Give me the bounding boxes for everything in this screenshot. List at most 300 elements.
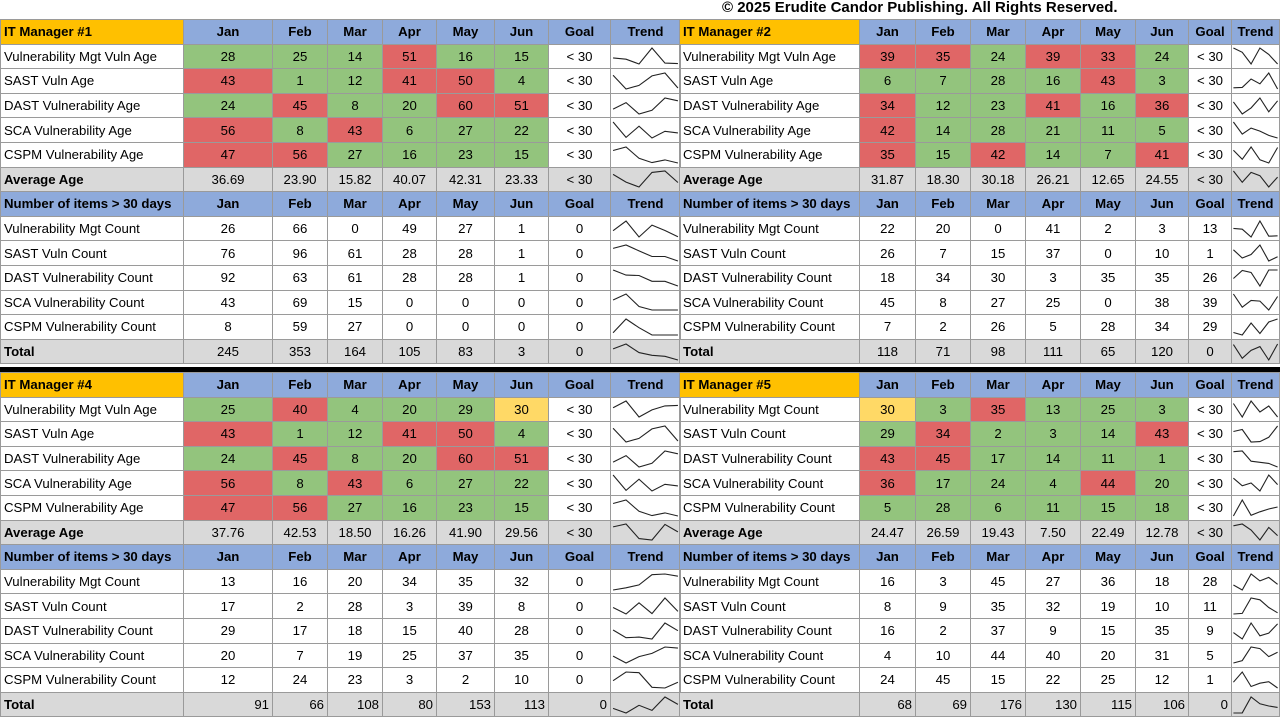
month-header: Jan	[860, 545, 916, 570]
trend-sparkline	[1232, 242, 1279, 264]
metric-value: 27	[328, 315, 383, 340]
metric-value: 16	[273, 569, 328, 594]
metric-value: 7	[1081, 142, 1136, 167]
metric-label: SAST Vuln Count	[1, 594, 184, 619]
metric-value: 4	[328, 397, 383, 422]
metric-value: 20	[383, 397, 437, 422]
metric-label: SAST Vuln Count	[680, 241, 860, 266]
table-row	[1, 216, 681, 241]
table-row	[680, 118, 1280, 143]
goal-value: 5	[1189, 643, 1232, 668]
metric-value: 28	[437, 265, 495, 290]
table-row	[680, 618, 1280, 643]
summary-value: 24.47	[860, 520, 916, 545]
table-row	[680, 93, 1280, 118]
metric-value: 16	[437, 44, 495, 69]
trend-line	[613, 524, 678, 540]
metric-value: 14	[328, 44, 383, 69]
table-row	[1, 495, 681, 520]
table-row	[680, 569, 1280, 594]
trend-line	[613, 171, 678, 187]
metric-label: SCA Vulnerability Count	[1, 290, 184, 315]
table-row	[1, 594, 681, 619]
metric-value: 45	[916, 446, 971, 471]
summary-value: 29.56	[495, 520, 549, 545]
table-row	[1, 44, 681, 69]
trend-sparkline	[1232, 144, 1279, 166]
metric-value: 10	[1136, 241, 1189, 266]
metric-value: 18	[1136, 569, 1189, 594]
trend-cell	[611, 93, 681, 118]
summary-value: 22.49	[1081, 520, 1136, 545]
metric-value: 8	[328, 93, 383, 118]
goal-value: 9	[1189, 618, 1232, 643]
metric-value: 12	[1136, 668, 1189, 693]
metric-value: 15	[383, 618, 437, 643]
metric-value: 60	[437, 446, 495, 471]
metric-value: 2	[971, 422, 1026, 447]
trend-line	[1233, 426, 1277, 442]
table-row	[680, 69, 1280, 94]
metric-value: 30	[971, 265, 1026, 290]
summary-goal: < 30	[549, 520, 611, 545]
metric-value: 17	[273, 618, 328, 643]
trend-sparkline	[1232, 398, 1279, 420]
copyright-notice: © 2025 Erudite Candor Publishing. All Rights Reserved.	[722, 0, 1118, 16]
metric-value: 12	[916, 93, 971, 118]
metric-value: 27	[437, 118, 495, 143]
summary-value: 16.26	[383, 520, 437, 545]
trend-sparkline	[1232, 694, 1279, 716]
trend-header: Trend	[611, 192, 681, 217]
trend-line	[1233, 344, 1277, 360]
summary-value: 26.21	[1026, 167, 1081, 192]
goal-value: 1	[1189, 668, 1232, 693]
manager-header-row	[680, 20, 1280, 45]
month-header: May	[437, 373, 495, 398]
trend-sparkline	[611, 694, 680, 716]
summary-value: 3	[495, 339, 549, 364]
summary-value: 83	[437, 339, 495, 364]
metric-value: 10	[916, 643, 971, 668]
summary-label: Total	[680, 339, 860, 364]
table-row	[680, 446, 1280, 471]
metric-value: 42	[860, 118, 916, 143]
metric-value: 43	[328, 471, 383, 496]
metric-value: 40	[1026, 643, 1081, 668]
metric-value: 19	[1081, 594, 1136, 619]
trend-line	[1233, 221, 1277, 237]
metric-value: 35	[916, 44, 971, 69]
table-row	[680, 471, 1280, 496]
trend-sparkline	[1232, 595, 1279, 617]
metric-value: 27	[328, 495, 383, 520]
summary-label: Average Age	[680, 520, 860, 545]
metric-value: 0	[437, 315, 495, 340]
goal-value: < 30	[1189, 142, 1232, 167]
metric-value: 24	[273, 668, 328, 693]
trend-line	[1233, 319, 1277, 335]
metric-value: 51	[383, 44, 437, 69]
summary-label: Total	[1, 692, 184, 717]
trend-cell	[611, 668, 681, 693]
trend-line	[1233, 245, 1277, 261]
trend-line	[1233, 623, 1277, 639]
metric-value: 23	[437, 495, 495, 520]
trend-cell	[611, 290, 681, 315]
metric-label: Vulnerability Mgt Vuln Age	[1, 397, 184, 422]
month-header: May	[437, 192, 495, 217]
metric-value: 4	[495, 69, 549, 94]
metric-value: 50	[437, 69, 495, 94]
table-row	[1, 446, 681, 471]
goal-value: 0	[549, 569, 611, 594]
summary-value: 80	[383, 692, 437, 717]
metric-label: DAST Vulnerability Count	[680, 265, 860, 290]
metric-label: CSPM Vulnerability Age	[1, 142, 184, 167]
metric-value: 4	[860, 643, 916, 668]
trend-sparkline	[611, 448, 680, 470]
metric-value: 6	[860, 69, 916, 94]
summary-value: 37.76	[184, 520, 273, 545]
metric-value: 30	[860, 397, 916, 422]
trend-line	[1233, 147, 1277, 163]
manager-title: IT Manager #5	[680, 373, 860, 398]
trend-line	[613, 697, 678, 713]
metric-value: 0	[437, 290, 495, 315]
goal-value: < 30	[549, 446, 611, 471]
manager-header-row	[1, 20, 681, 45]
trend-cell	[1232, 265, 1280, 290]
summary-value: 30.18	[971, 167, 1026, 192]
metric-value: 18	[1136, 495, 1189, 520]
trend-line	[613, 98, 678, 114]
goal-value: < 30	[1189, 118, 1232, 143]
goal-value: 0	[549, 668, 611, 693]
metric-value: 24	[860, 668, 916, 693]
manager-title: IT Manager #4	[1, 373, 184, 398]
average-row	[1, 167, 681, 192]
trend-cell	[1232, 167, 1280, 192]
metric-label: Vulnerability Mgt Count	[680, 216, 860, 241]
trend-header: Trend	[1232, 192, 1280, 217]
goal-value: 0	[549, 241, 611, 266]
table-row	[680, 142, 1280, 167]
trend-sparkline	[611, 45, 680, 67]
count-header-row	[1, 545, 681, 570]
month-header: May	[1081, 373, 1136, 398]
metric-value: 20	[328, 569, 383, 594]
goal-value: < 30	[1189, 93, 1232, 118]
trend-cell	[1232, 44, 1280, 69]
trend-line	[613, 73, 678, 89]
metric-value: 41	[383, 69, 437, 94]
metric-value: 29	[860, 422, 916, 447]
goal-value: < 30	[549, 142, 611, 167]
metric-value: 21	[1026, 118, 1081, 143]
trend-line	[613, 451, 678, 467]
metric-value: 2	[916, 315, 971, 340]
month-header: Jun	[1136, 192, 1189, 217]
goal-value: < 30	[549, 118, 611, 143]
table-row	[680, 495, 1280, 520]
metric-value: 20	[916, 216, 971, 241]
metric-value: 9	[1026, 618, 1081, 643]
trend-cell	[1232, 241, 1280, 266]
summary-value: 106	[1136, 692, 1189, 717]
goal-value: 13	[1189, 216, 1232, 241]
metric-label: CSPM Vulnerability Count	[680, 495, 860, 520]
metric-value: 38	[1136, 290, 1189, 315]
trend-sparkline	[1232, 218, 1279, 240]
trend-sparkline	[1232, 521, 1279, 543]
month-header: May	[437, 20, 495, 45]
metric-value: 27	[971, 290, 1026, 315]
month-header: Jan	[860, 192, 916, 217]
metric-value: 35	[1136, 265, 1189, 290]
trend-sparkline	[611, 316, 680, 338]
trend-sparkline	[1232, 267, 1279, 289]
table-row	[680, 397, 1280, 422]
metric-value: 34	[1136, 315, 1189, 340]
table-row	[1, 118, 681, 143]
month-header: Apr	[1026, 373, 1081, 398]
goal-value: 0	[549, 618, 611, 643]
goal-header: Goal	[1189, 192, 1232, 217]
manager-title: IT Manager #1	[1, 20, 184, 45]
trend-sparkline	[611, 497, 680, 519]
trend-cell	[611, 446, 681, 471]
metric-value: 24	[971, 44, 1026, 69]
metric-value: 28	[184, 44, 273, 69]
metric-value: 45	[971, 569, 1026, 594]
trend-line	[1233, 171, 1277, 187]
metric-value: 13	[184, 569, 273, 594]
metric-value: 51	[495, 446, 549, 471]
metric-value: 45	[860, 290, 916, 315]
summary-value: 23.33	[495, 167, 549, 192]
month-header: May	[437, 545, 495, 570]
metric-value: 29	[437, 397, 495, 422]
metric-value: 47	[184, 142, 273, 167]
trend-cell	[1232, 118, 1280, 143]
metric-value: 1	[273, 69, 328, 94]
trend-line	[1233, 451, 1277, 467]
metric-value: 8	[273, 471, 328, 496]
month-header: Apr	[383, 192, 437, 217]
summary-label: Total	[1, 339, 184, 364]
goal-header: Goal	[1189, 545, 1232, 570]
metric-value: 3	[1136, 397, 1189, 422]
goal-value: 0	[549, 216, 611, 241]
metric-value: 35	[971, 594, 1026, 619]
metric-value: 61	[328, 241, 383, 266]
metric-value: 3	[916, 397, 971, 422]
metric-value: 40	[273, 397, 328, 422]
metric-value: 15	[971, 668, 1026, 693]
month-header: Mar	[328, 192, 383, 217]
metric-value: 39	[860, 44, 916, 69]
trend-cell	[1232, 93, 1280, 118]
metric-label: SCA Vulnerability Count	[680, 643, 860, 668]
metric-value: 3	[383, 594, 437, 619]
metric-value: 26	[860, 241, 916, 266]
average-row	[680, 520, 1280, 545]
metric-value: 0	[383, 315, 437, 340]
trend-sparkline	[611, 95, 680, 117]
metric-value: 43	[1136, 422, 1189, 447]
metric-label: Vulnerability Mgt Vuln Age	[1, 44, 184, 69]
metric-value: 51	[495, 93, 549, 118]
goal-value: 0	[549, 290, 611, 315]
metric-value: 14	[1026, 446, 1081, 471]
trend-cell	[1232, 495, 1280, 520]
count-header-row	[1, 192, 681, 217]
goal-value: 26	[1189, 265, 1232, 290]
metric-label: CSPM Vulnerability Count	[1, 668, 184, 693]
trend-cell	[611, 167, 681, 192]
metric-value: 43	[1081, 69, 1136, 94]
month-header: Feb	[273, 192, 328, 217]
table-row	[1, 668, 681, 693]
table-row	[1, 397, 681, 422]
goal-value: < 30	[1189, 446, 1232, 471]
metric-value: 20	[1081, 643, 1136, 668]
metric-value: 28	[916, 495, 971, 520]
metric-value: 27	[1026, 569, 1081, 594]
metric-value: 34	[916, 265, 971, 290]
trend-cell	[611, 643, 681, 668]
table-row	[680, 668, 1280, 693]
metric-value: 41	[383, 422, 437, 447]
month-header: Mar	[971, 545, 1026, 570]
summary-value: 15.82	[328, 167, 383, 192]
goal-value: 11	[1189, 594, 1232, 619]
goal-value: 39	[1189, 290, 1232, 315]
metric-value: 8	[328, 446, 383, 471]
trend-line	[1233, 647, 1277, 663]
metric-value: 41	[1026, 93, 1081, 118]
trend-cell	[1232, 339, 1280, 364]
month-header: Apr	[1026, 545, 1081, 570]
average-row	[1, 520, 681, 545]
metric-value: 36	[860, 471, 916, 496]
summary-value: 69	[916, 692, 971, 717]
month-header: Apr	[383, 373, 437, 398]
metric-value: 45	[916, 668, 971, 693]
metric-value: 35	[1081, 265, 1136, 290]
metric-value: 3	[1026, 265, 1081, 290]
metric-value: 16	[860, 618, 916, 643]
month-header: Mar	[328, 545, 383, 570]
table-row	[680, 422, 1280, 447]
metric-value: 41	[1026, 216, 1081, 241]
trend-cell	[611, 397, 681, 422]
summary-value: 23.90	[273, 167, 328, 192]
metric-label: SCA Vulnerability Age	[680, 118, 860, 143]
trend-cell	[611, 618, 681, 643]
summary-label: Average Age	[680, 167, 860, 192]
trend-cell	[1232, 569, 1280, 594]
table-row	[680, 44, 1280, 69]
total-row	[680, 339, 1280, 364]
summary-value: 153	[437, 692, 495, 717]
table-row	[680, 241, 1280, 266]
metric-value: 8	[860, 594, 916, 619]
trend-sparkline	[611, 144, 680, 166]
table-row	[1, 471, 681, 496]
trend-sparkline	[611, 168, 680, 190]
trend-sparkline	[611, 218, 680, 240]
metric-value: 43	[184, 422, 273, 447]
trend-header: Trend	[1232, 373, 1280, 398]
metric-value: 16	[383, 142, 437, 167]
metric-value: 7	[860, 315, 916, 340]
trend-sparkline	[1232, 316, 1279, 338]
metric-value: 47	[184, 495, 273, 520]
trend-sparkline	[611, 595, 680, 617]
trend-sparkline	[1232, 571, 1279, 593]
table-row	[680, 315, 1280, 340]
trend-cell	[1232, 668, 1280, 693]
trend-header: Trend	[611, 20, 681, 45]
metric-label: SAST Vuln Count	[680, 422, 860, 447]
section-title: Number of items > 30 days	[1, 545, 184, 570]
trend-line	[613, 319, 678, 335]
trend-sparkline	[1232, 95, 1279, 117]
metric-value: 28	[1081, 315, 1136, 340]
metric-value: 43	[184, 69, 273, 94]
metric-value: 8	[916, 290, 971, 315]
metric-value: 0	[495, 315, 549, 340]
metric-value: 32	[1026, 594, 1081, 619]
metric-value: 28	[971, 69, 1026, 94]
goal-header: Goal	[549, 545, 611, 570]
metric-value: 56	[273, 495, 328, 520]
metric-label: Vulnerability Mgt Count	[680, 569, 860, 594]
trend-header: Trend	[1232, 545, 1280, 570]
metric-value: 28	[437, 241, 495, 266]
metric-value: 37	[1026, 241, 1081, 266]
manager-title: IT Manager #2	[680, 20, 860, 45]
metric-value: 45	[273, 93, 328, 118]
trend-sparkline	[1232, 497, 1279, 519]
table-row	[1, 290, 681, 315]
summary-value: 18.50	[328, 520, 383, 545]
section-title: Number of items > 30 days	[680, 545, 860, 570]
metric-value: 6	[383, 471, 437, 496]
table-row	[1, 618, 681, 643]
month-header: Mar	[971, 192, 1026, 217]
metric-value: 20	[184, 643, 273, 668]
metric-label: SCA Vulnerability Count	[1, 643, 184, 668]
metric-value: 8	[495, 594, 549, 619]
metric-value: 63	[273, 265, 328, 290]
trend-header: Trend	[611, 373, 681, 398]
section-title: Number of items > 30 days	[680, 192, 860, 217]
goal-value: 0	[549, 594, 611, 619]
trend-cell	[1232, 397, 1280, 422]
trend-sparkline	[611, 669, 680, 691]
month-header: Jan	[184, 20, 273, 45]
trend-line	[613, 294, 678, 310]
section-divider	[0, 367, 1280, 372]
table-row	[680, 643, 1280, 668]
metric-value: 41	[1136, 142, 1189, 167]
month-header: Feb	[916, 192, 971, 217]
metric-label: Vulnerability Mgt Count	[1, 569, 184, 594]
metric-value: 9	[916, 594, 971, 619]
